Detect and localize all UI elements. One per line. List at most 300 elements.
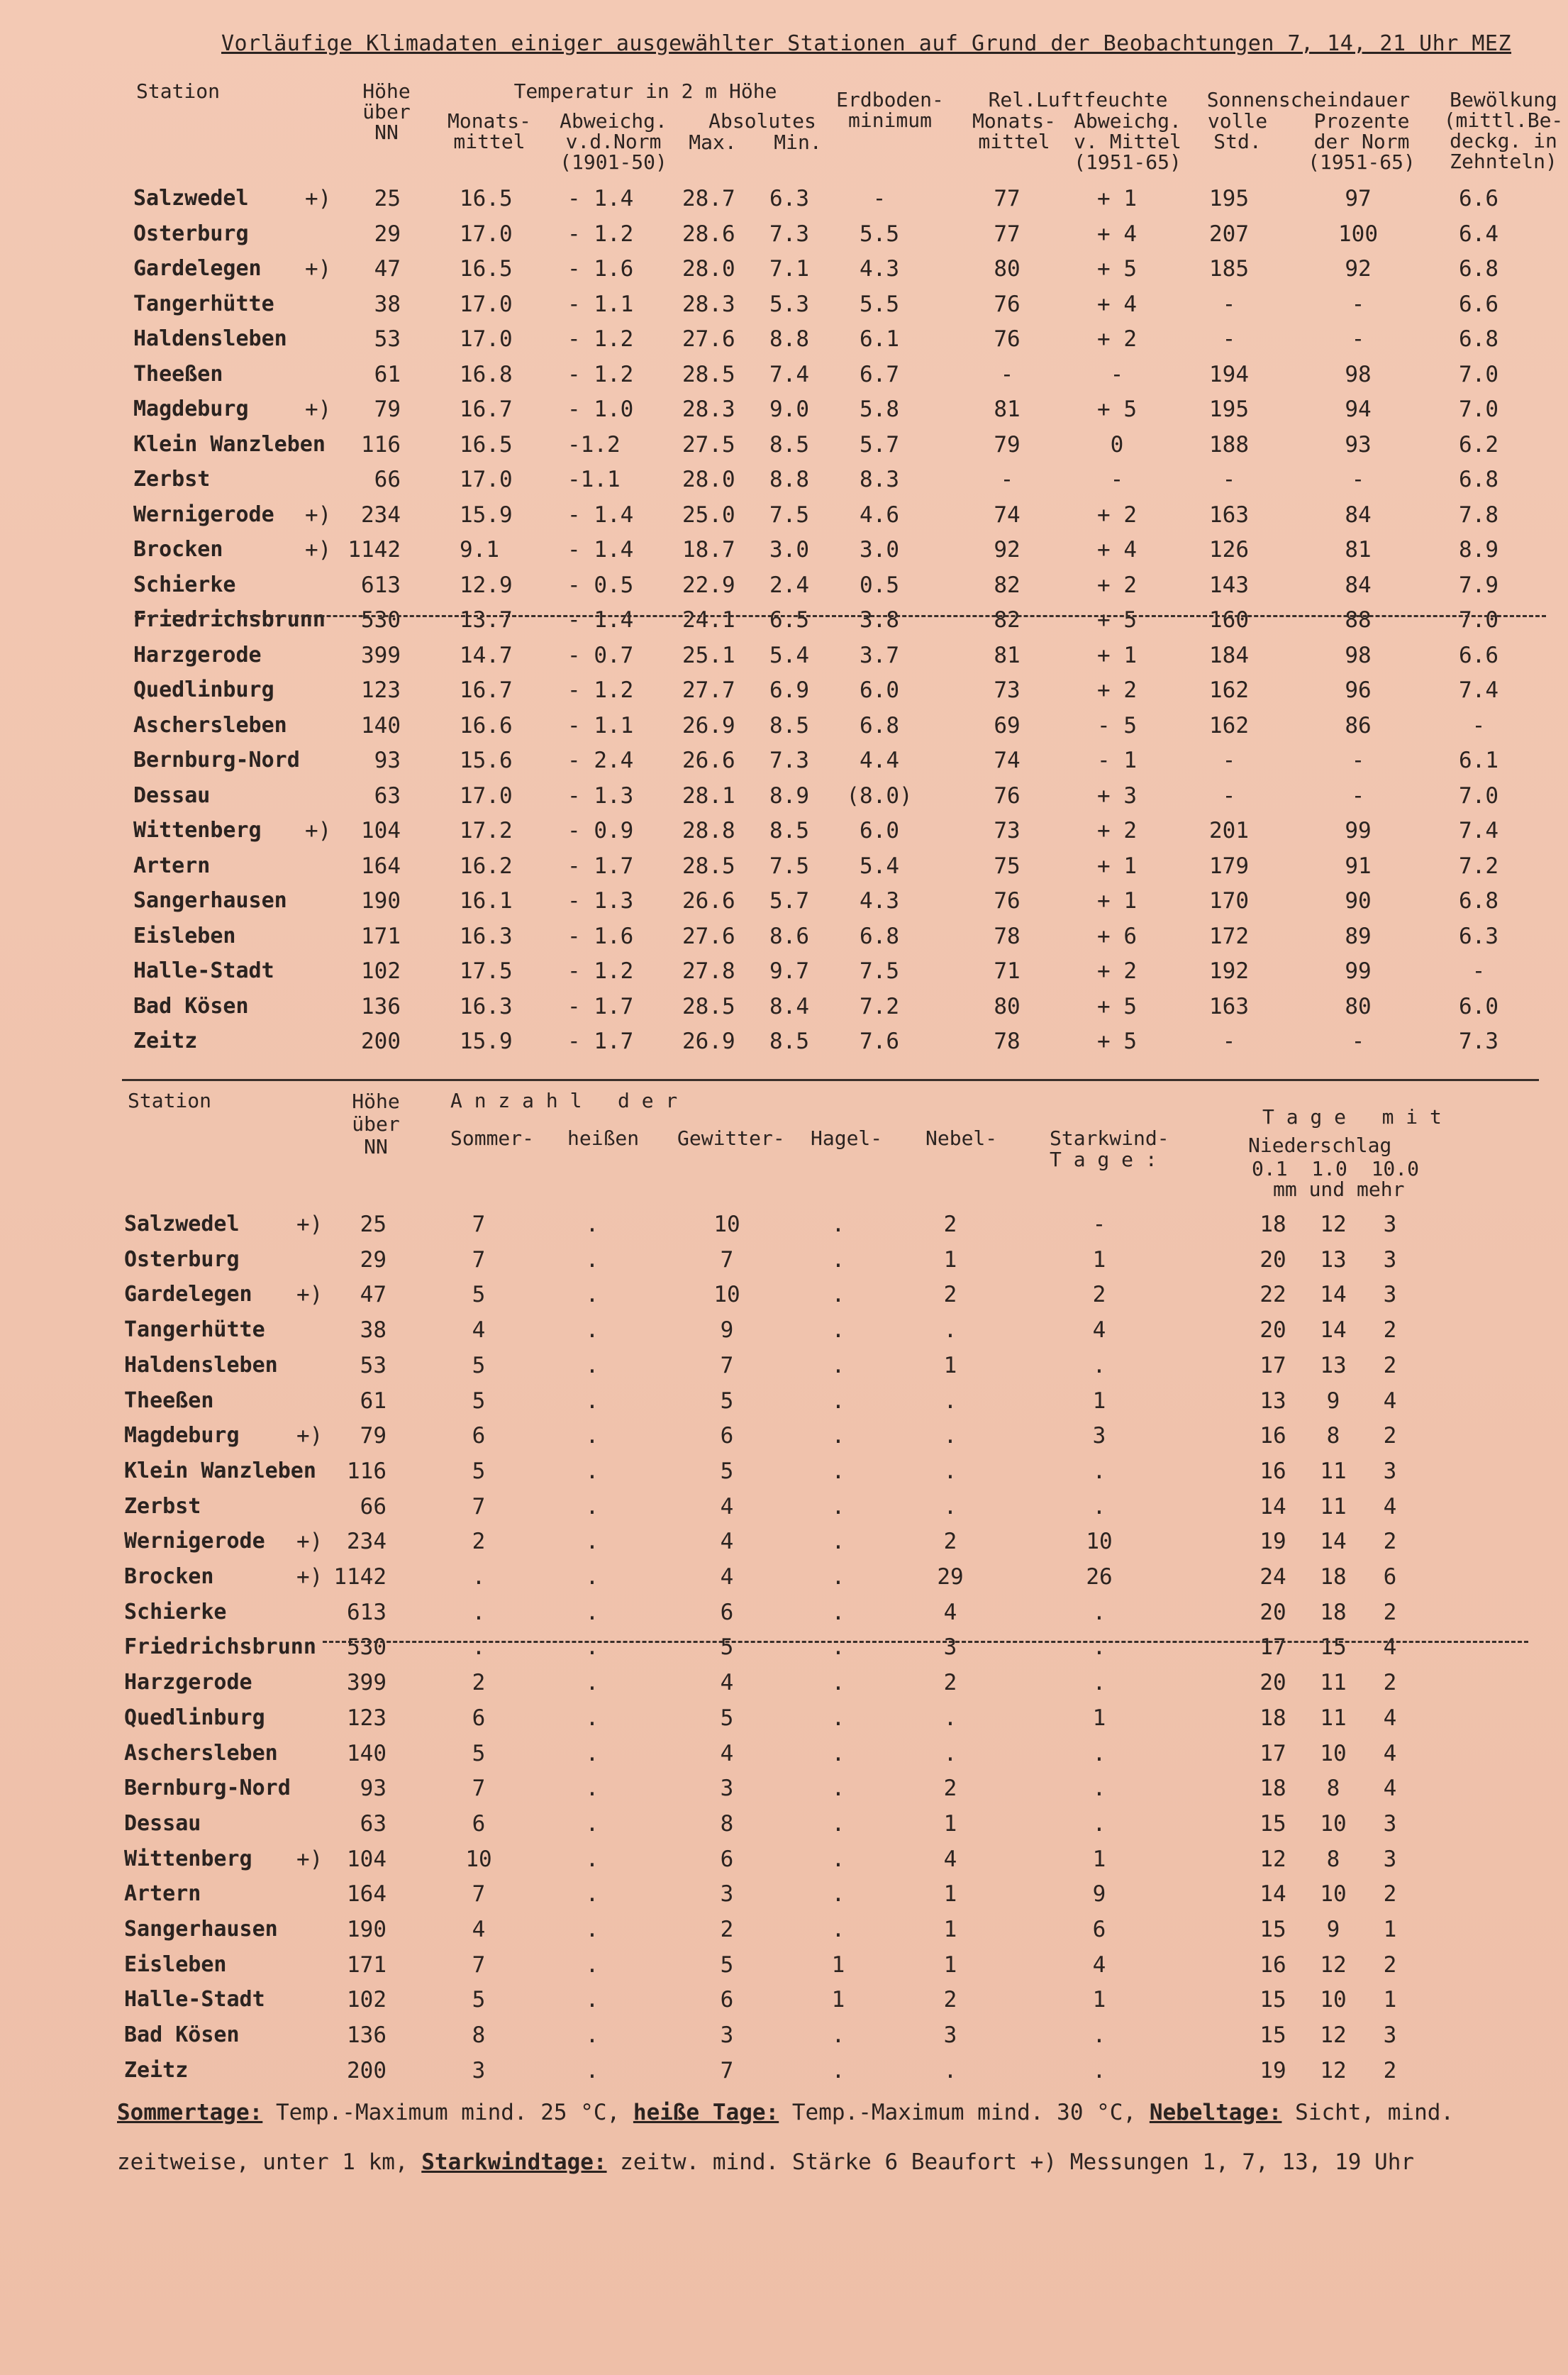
- t2-cell-stark: 1: [1092, 1705, 1106, 1731]
- t2-cell-nebel: .: [943, 1493, 957, 1519]
- t1-cell-min: 3.0: [769, 537, 809, 563]
- t2-cell-nebel: .: [943, 2057, 957, 2083]
- t2-cell-hoehe: 25: [360, 1212, 387, 1237]
- t1-cell-fabw: + 2: [1097, 572, 1137, 598]
- t1-cell-feuchte: 75: [994, 853, 1021, 879]
- t2-cell-nebel: 1: [943, 1352, 957, 1378]
- t1-cell-abw: - 1.7: [567, 1029, 634, 1054]
- t2-cell-heisse: .: [585, 1352, 599, 1378]
- table-row: [0, 1811, 1568, 1844]
- t1-cell-erd: 7.5: [860, 958, 899, 984]
- t1-cell-hoehe: 38: [374, 291, 401, 317]
- t2-cell-n10: 18: [1320, 1599, 1347, 1625]
- t2-cell-n100: 3: [1383, 1810, 1397, 1837]
- t1-cell-min: 9.7: [769, 958, 809, 984]
- t2-cell-stark: .: [1092, 2057, 1106, 2083]
- table-row: [0, 467, 1568, 499]
- t2-cell-n01: 15: [1260, 1987, 1286, 2013]
- t1-cell-proz: 99: [1345, 958, 1372, 984]
- t2-cell-hagel: .: [831, 1634, 845, 1661]
- t2-cell-gewitter: 5: [720, 1634, 734, 1661]
- t1-cell-max: 28.7: [682, 186, 735, 211]
- t2-cell-hagel: .: [831, 1423, 845, 1449]
- t1-cell-feuchte: 73: [994, 677, 1021, 703]
- t1-cell-abw: - 1.4: [567, 186, 634, 211]
- t2-cell-hagel: .: [831, 1212, 845, 1237]
- t1-cell-abw: - 0.7: [567, 642, 634, 668]
- t1-cell-bew: 6.6: [1459, 642, 1499, 668]
- t2-cell-n01: 20: [1260, 1599, 1286, 1625]
- t1-cell-min: 6.3: [769, 186, 809, 211]
- t2-cell-n100: 2: [1383, 1952, 1397, 1978]
- t1-cell-hoehe: 63: [374, 782, 401, 809]
- t2-cell-station: Aschersleben: [124, 1740, 278, 1766]
- t1-cell-max: 26.6: [682, 748, 735, 773]
- t2-cell-heisse: .: [585, 1846, 599, 1872]
- table-row: [0, 537, 1568, 570]
- t2-cell-n10: 9: [1326, 1388, 1340, 1414]
- t1-cell-feuchte: 73: [994, 818, 1021, 843]
- table-row: [0, 397, 1568, 429]
- t2-cell-hoehe: 123: [347, 1705, 387, 1731]
- t2-cell-heisse: .: [585, 1564, 599, 1590]
- t1-cell-proz: 91: [1345, 853, 1372, 879]
- t2-cell-hoehe: 136: [347, 2022, 387, 2049]
- t2-cell-n10: 9: [1326, 1917, 1340, 1942]
- t2-header-anzahl: A n z a h l d e r: [450, 1089, 678, 1112]
- t1-cell-proz: 84: [1345, 572, 1372, 598]
- t2-cell-nebel: 2: [943, 1529, 957, 1555]
- t2-cell-sommer: 7: [472, 1246, 486, 1273]
- t1-cell-max: 24.1: [682, 607, 735, 633]
- table-row: [0, 1952, 1568, 1985]
- t1-cell-std: 163: [1209, 993, 1249, 1019]
- t1-header-abweichung: Abweichg. v.d.Norm (1901-50): [560, 109, 667, 174]
- t2-cell-nebel: .: [943, 1423, 957, 1449]
- t1-cell-proz: 99: [1345, 818, 1372, 843]
- t2-cell-n01: 18: [1260, 1212, 1286, 1237]
- t2-cell-n10: 10: [1320, 1740, 1347, 1766]
- t2-cell-station: Bad Kösen: [124, 2022, 240, 2048]
- t1-cell-erd: 5.8: [860, 397, 899, 422]
- t2-cell-hoehe: 140: [347, 1740, 387, 1766]
- t2-cell-gewitter: 5: [720, 1705, 734, 1731]
- t1-cell-station: Zeitz: [133, 1029, 198, 1053]
- t2-cell-heisse: .: [585, 1917, 599, 1942]
- t1-cell-proz: -: [1351, 748, 1365, 773]
- t1-cell-mittel: 17.0: [460, 467, 513, 492]
- t2-cell-n100: 4: [1383, 1705, 1397, 1731]
- t1-cell-station: Halle-Stadt: [133, 958, 274, 983]
- t2-cell-n100: 2: [1383, 1423, 1397, 1449]
- t2-cell-nebel: 1: [943, 1917, 957, 1942]
- table-row: [0, 1029, 1568, 1061]
- t2-cell-n01: 16: [1260, 1952, 1286, 1978]
- t1-cell-std: 126: [1209, 537, 1249, 563]
- t1-cell-min: 8.5: [769, 1029, 809, 1054]
- t2-cell-n01: 18: [1260, 1705, 1286, 1731]
- t1-header-erdboden: Erdboden- minimum: [836, 88, 944, 132]
- t2-cell-sommer: 6: [472, 1423, 486, 1449]
- t1-cell-fabw: + 1: [1097, 186, 1137, 211]
- table-divider: [122, 1079, 1539, 1081]
- t2-cell-sommer: 4: [472, 1917, 486, 1942]
- t1-header-temp-group: Temperatur in 2 m Höhe: [513, 79, 777, 103]
- footnote-starkwind-text: zeitw. mind. Stärke 6 Beaufort +) Messungen 1, 7, 13, 19 Uhr: [606, 2149, 1415, 2175]
- t2-cell-hoehe: 66: [360, 1493, 387, 1519]
- t2-cell-gewitter: 4: [720, 1740, 734, 1766]
- t1-cell-min: 7.5: [769, 853, 809, 879]
- t1-cell-abw: - 1.2: [567, 221, 634, 247]
- t1-cell-std: 160: [1209, 607, 1249, 633]
- t2-cell-n10: 8: [1326, 1846, 1340, 1872]
- t1-cell-proz: 86: [1345, 712, 1372, 738]
- t2-cell-n100: 3: [1383, 2022, 1397, 2049]
- t2-cell-nebel: .: [943, 1740, 957, 1766]
- t2-cell-hagel: .: [831, 1846, 845, 1872]
- t1-cell-fabw: + 5: [1097, 1029, 1137, 1054]
- table-row: [0, 1564, 1568, 1597]
- table-row: [0, 1847, 1568, 1879]
- t2-cell-sommer: 5: [472, 1740, 486, 1766]
- t2-cell-hagel: .: [831, 1388, 845, 1414]
- t1-cell-bew: 7.3: [1459, 1029, 1499, 1054]
- t1-cell-hoehe: 171: [361, 923, 401, 949]
- t2-cell-gewitter: 6: [720, 1599, 734, 1625]
- t2-cell-heisse: .: [585, 1246, 599, 1273]
- t1-cell-std: 179: [1209, 853, 1249, 879]
- t2-cell-stark: .: [1092, 1810, 1106, 1837]
- t2-cell-n10: 14: [1320, 1317, 1347, 1344]
- t1-cell-max: 26.6: [682, 888, 735, 914]
- t1-cell-abw: - 1.6: [567, 923, 634, 949]
- t1-cell-hoehe: 190: [361, 888, 401, 914]
- t1-cell-hoehe: 140: [361, 712, 401, 738]
- t1-cell-fabw: -: [1110, 467, 1124, 492]
- t1-cell-station: Osterburg: [133, 221, 249, 246]
- t2-cell-mark: +): [296, 1212, 323, 1237]
- t1-cell-erd: 7.6: [860, 1029, 899, 1054]
- t2-cell-hoehe: 38: [360, 1317, 387, 1344]
- t1-cell-min: 7.3: [769, 221, 809, 247]
- t1-cell-erd: 6.0: [860, 677, 899, 703]
- t2-cell-heisse: .: [585, 1634, 599, 1661]
- t2-header-sommer: Sommer-: [450, 1126, 535, 1150]
- t2-cell-hagel: .: [831, 1776, 845, 1802]
- t2-cell-stark: 4: [1092, 1317, 1106, 1344]
- t1-cell-bew: 6.2: [1459, 431, 1499, 458]
- t2-cell-gewitter: 10: [713, 1212, 740, 1237]
- t2-cell-n100: 3: [1383, 1846, 1397, 1872]
- t1-cell-feuchte: 74: [994, 748, 1021, 773]
- t2-cell-n100: 4: [1383, 1388, 1397, 1414]
- t2-cell-sommer: 10: [465, 1846, 492, 1872]
- t1-header-feuchte-mittel: Monats- mittel: [972, 109, 1056, 153]
- t1-cell-mittel: 15.9: [460, 1029, 513, 1054]
- t1-cell-feuchte: 77: [994, 186, 1021, 211]
- t1-cell-feuchte: 71: [994, 958, 1021, 984]
- t1-cell-fabw: + 5: [1097, 607, 1137, 633]
- t1-cell-std: 163: [1209, 502, 1249, 528]
- table-row: [0, 362, 1568, 394]
- t1-cell-bew: 7.0: [1459, 782, 1499, 809]
- t1-cell-abw: - 1.4: [567, 607, 634, 633]
- t2-cell-hagel: .: [831, 2057, 845, 2083]
- t2-cell-n10: 11: [1320, 1705, 1347, 1731]
- t1-cell-hoehe: 399: [361, 642, 401, 668]
- t1-cell-mittel: 12.9: [460, 572, 513, 598]
- t1-cell-min: 6.9: [769, 677, 809, 703]
- t1-header-absolutes: Absolutes: [708, 109, 816, 133]
- t2-cell-hagel: .: [831, 1493, 845, 1519]
- footnote-nebel-label: Nebeltage:: [1149, 2100, 1282, 2125]
- t2-cell-gewitter: 7: [720, 1352, 734, 1378]
- t2-cell-n100: 4: [1383, 1493, 1397, 1519]
- t2-cell-hagel: .: [831, 1881, 845, 1908]
- t1-cell-fabw: - 5: [1097, 712, 1137, 738]
- t2-cell-station: Wittenberg: [124, 1846, 252, 1871]
- t1-cell-mark: +): [305, 256, 332, 282]
- t1-cell-mittel: 16.5: [460, 431, 513, 458]
- t2-cell-stark: 1: [1092, 1846, 1106, 1872]
- t2-cell-heisse: .: [585, 1740, 599, 1766]
- t1-cell-proz: 97: [1345, 186, 1372, 211]
- t1-cell-fabw: + 4: [1097, 537, 1137, 563]
- t2-cell-n01: 19: [1260, 1529, 1286, 1555]
- dashed-divider-2: [323, 1641, 1528, 1643]
- t1-cell-abw: - 1.1: [567, 712, 634, 738]
- t1-cell-station: Theeßen: [133, 361, 223, 387]
- table-row: [0, 677, 1568, 710]
- t2-cell-hoehe: 102: [347, 1987, 387, 2013]
- t2-cell-sommer: .: [472, 1599, 486, 1625]
- t1-cell-max: 27.5: [682, 431, 735, 458]
- t1-cell-std: 195: [1209, 186, 1249, 211]
- t1-cell-hoehe: 47: [374, 256, 401, 282]
- t2-cell-station: Haldensleben: [124, 1352, 278, 1378]
- table-row: [0, 713, 1568, 746]
- t2-cell-n01: 17: [1260, 1634, 1286, 1661]
- t1-cell-feuchte: 76: [994, 291, 1021, 317]
- t1-cell-abw: - 1.4: [567, 502, 634, 528]
- t1-cell-std: 201: [1209, 818, 1249, 843]
- t2-cell-hoehe: 164: [347, 1881, 387, 1908]
- t1-cell-mark: +): [305, 397, 332, 422]
- t1-cell-feuchte: 92: [994, 537, 1021, 563]
- table-row: [0, 924, 1568, 956]
- t1-cell-proz: -: [1351, 1029, 1365, 1054]
- t1-cell-proz: 92: [1345, 256, 1372, 282]
- t2-cell-n10: 8: [1326, 1776, 1340, 1802]
- table-row: [0, 1529, 1568, 1561]
- t1-cell-station: Harzgerode: [133, 642, 262, 668]
- t2-cell-stark: 4: [1092, 1952, 1106, 1978]
- t1-cell-min: 6.5: [769, 607, 809, 633]
- t2-cell-sommer: 8: [472, 2022, 486, 2049]
- t2-cell-mark: +): [296, 1423, 323, 1449]
- t2-cell-sommer: 5: [472, 1388, 486, 1414]
- t1-cell-mittel: 16.5: [460, 256, 513, 282]
- t2-cell-hoehe: 29: [360, 1246, 387, 1273]
- t2-cell-n100: 2: [1383, 2057, 1397, 2083]
- t1-header-sonne-proz: Prozente der Norm (1951-65): [1308, 109, 1416, 174]
- t2-cell-stark: 1: [1092, 1388, 1106, 1414]
- t1-cell-mittel: 16.6: [460, 712, 513, 738]
- t1-cell-station: Magdeburg: [133, 397, 249, 421]
- t1-cell-mittel: 17.0: [460, 221, 513, 247]
- t1-cell-station: Eisleben: [133, 923, 236, 948]
- t1-cell-hoehe: 164: [361, 853, 401, 879]
- table-row: [0, 643, 1568, 675]
- table-row: [0, 2058, 1568, 2091]
- t1-cell-max: 28.0: [682, 467, 735, 492]
- t2-cell-n10: 15: [1320, 1634, 1347, 1661]
- t1-cell-mittel: 14.7: [460, 642, 513, 668]
- t1-cell-max: 28.3: [682, 397, 735, 422]
- t2-cell-sommer: .: [472, 1634, 486, 1661]
- t2-cell-heisse: .: [585, 1987, 599, 2013]
- t1-cell-hoehe: 61: [374, 361, 401, 387]
- t2-cell-sommer: 5: [472, 1352, 486, 1378]
- t1-cell-hoehe: 29: [374, 221, 401, 247]
- t1-cell-fabw: + 2: [1097, 677, 1137, 703]
- t1-cell-station: Bad Kösen: [133, 993, 249, 1019]
- t1-cell-bew: 7.0: [1459, 397, 1499, 422]
- table-row: [0, 1353, 1568, 1385]
- t2-cell-heisse: .: [585, 2057, 599, 2083]
- t1-cell-bew: 8.9: [1459, 537, 1499, 563]
- t2-cell-hoehe: 61: [360, 1388, 387, 1414]
- t1-cell-fabw: + 4: [1097, 221, 1137, 247]
- t2-cell-nebel: .: [943, 1388, 957, 1414]
- t2-cell-station: Gardelegen: [124, 1282, 252, 1307]
- t2-cell-hagel: .: [831, 1352, 845, 1378]
- t2-cell-stark: .: [1092, 1493, 1106, 1519]
- t1-cell-proz: 89: [1345, 923, 1372, 949]
- t2-cell-gewitter: 4: [720, 1670, 734, 1696]
- t1-cell-proz: 80: [1345, 993, 1372, 1019]
- t2-cell-heisse: .: [585, 1952, 599, 1978]
- t1-cell-fabw: + 5: [1097, 256, 1137, 282]
- t1-cell-erd: -: [872, 186, 886, 211]
- t1-cell-min: 5.4: [769, 642, 809, 668]
- t2-cell-heisse: .: [585, 1881, 599, 1908]
- t1-cell-min: 5.7: [769, 888, 809, 914]
- t1-cell-max: 28.6: [682, 221, 735, 247]
- t2-cell-gewitter: 3: [720, 1776, 734, 1802]
- t1-cell-hoehe: 234: [361, 502, 401, 528]
- t1-cell-mittel: 15.6: [460, 748, 513, 773]
- t2-cell-hoehe: 63: [360, 1810, 387, 1837]
- t2-cell-hagel: 1: [831, 1952, 845, 1978]
- t2-cell-n10: 11: [1320, 1670, 1347, 1696]
- t2-cell-hagel: 1: [831, 1987, 845, 2013]
- table-row: [0, 1458, 1568, 1491]
- table-row: [0, 1705, 1568, 1738]
- t2-cell-n01: 17: [1260, 1740, 1286, 1766]
- t2-cell-hoehe: 79: [360, 1423, 387, 1449]
- t2-cell-sommer: 2: [472, 1529, 486, 1555]
- t2-cell-sommer: 7: [472, 1776, 486, 1802]
- t2-cell-hagel: .: [831, 1810, 845, 1837]
- t1-cell-bew: 7.2: [1459, 853, 1499, 879]
- t2-cell-stark: 1: [1092, 1987, 1106, 2013]
- t1-cell-fabw: + 1: [1097, 888, 1137, 914]
- t2-cell-n01: 20: [1260, 1317, 1286, 1344]
- t1-cell-erd: 4.3: [860, 888, 899, 914]
- t2-header-mm: mm und mehr: [1273, 1178, 1405, 1201]
- t2-cell-n01: 18: [1260, 1776, 1286, 1802]
- t1-cell-erd: 4.4: [860, 748, 899, 773]
- t2-cell-n01: 16: [1260, 1423, 1286, 1449]
- t2-cell-station: Artern: [124, 1881, 201, 1907]
- t1-cell-erd: 6.8: [860, 923, 899, 949]
- t2-cell-stark: .: [1092, 1634, 1106, 1661]
- t1-header-feuchte-group: Rel.Luftfeuchte: [988, 88, 1168, 111]
- t1-cell-proz: 98: [1345, 642, 1372, 668]
- t2-cell-gewitter: 10: [713, 1282, 740, 1308]
- t2-cell-mark: +): [296, 1529, 323, 1555]
- t1-cell-fabw: 0: [1110, 431, 1124, 458]
- t2-cell-station: Friedrichsbrunn: [124, 1634, 316, 1660]
- t1-cell-mittel: 17.0: [460, 291, 513, 317]
- t2-cell-n01: 15: [1260, 1810, 1286, 1837]
- footnote-line-2: [117, 2149, 1414, 2175]
- t2-cell-n01: 24: [1260, 1564, 1286, 1590]
- t1-cell-bew: 6.8: [1459, 326, 1499, 352]
- t2-cell-mark: +): [296, 1564, 323, 1590]
- t1-header-station: Station: [136, 79, 221, 103]
- t2-cell-sommer: 4: [472, 1317, 486, 1344]
- t1-cell-max: 27.7: [682, 677, 735, 703]
- t1-cell-abw: - 1.3: [567, 888, 634, 914]
- t2-cell-n10: 13: [1320, 1352, 1347, 1378]
- t1-cell-abw: - 1.2: [567, 326, 634, 352]
- t2-cell-gewitter: 4: [720, 1493, 734, 1519]
- t2-cell-n100: 4: [1383, 1740, 1397, 1766]
- table-row: [0, 994, 1568, 1026]
- t1-cell-hoehe: 104: [361, 818, 401, 843]
- t1-cell-hoehe: 79: [374, 397, 401, 422]
- t1-cell-proz: 90: [1345, 888, 1372, 914]
- t1-cell-max: 26.9: [682, 712, 735, 738]
- t1-cell-mittel: 17.5: [460, 958, 513, 984]
- t1-cell-fabw: + 5: [1097, 993, 1137, 1019]
- t1-cell-fabw: + 6: [1097, 923, 1137, 949]
- t1-cell-hoehe: 530: [361, 607, 401, 633]
- t1-cell-std: 185: [1209, 256, 1249, 282]
- t2-cell-heisse: .: [585, 1776, 599, 1802]
- t1-cell-feuchte: 76: [994, 888, 1021, 914]
- t1-cell-erd: 6.0: [860, 818, 899, 843]
- t2-cell-n10: 11: [1320, 1458, 1347, 1484]
- t1-cell-abw: - 2.4: [567, 748, 634, 773]
- t2-cell-nebel: 1: [943, 1246, 957, 1273]
- t2-cell-n01: 22: [1260, 1282, 1286, 1308]
- t1-cell-hoehe: 93: [374, 748, 401, 773]
- t1-cell-min: 7.1: [769, 256, 809, 282]
- t1-cell-max: 28.1: [682, 782, 735, 809]
- t1-cell-mittel: 16.3: [460, 993, 513, 1019]
- table-row: [0, 1600, 1568, 1632]
- t1-cell-max: 25.0: [682, 502, 735, 528]
- table-row: [0, 502, 1568, 535]
- t2-cell-heisse: .: [585, 1529, 599, 1555]
- t2-cell-hagel: .: [831, 1246, 845, 1273]
- table-row: [0, 1917, 1568, 1949]
- t1-cell-erd: 7.2: [860, 993, 899, 1019]
- t1-cell-fabw: + 2: [1097, 818, 1137, 843]
